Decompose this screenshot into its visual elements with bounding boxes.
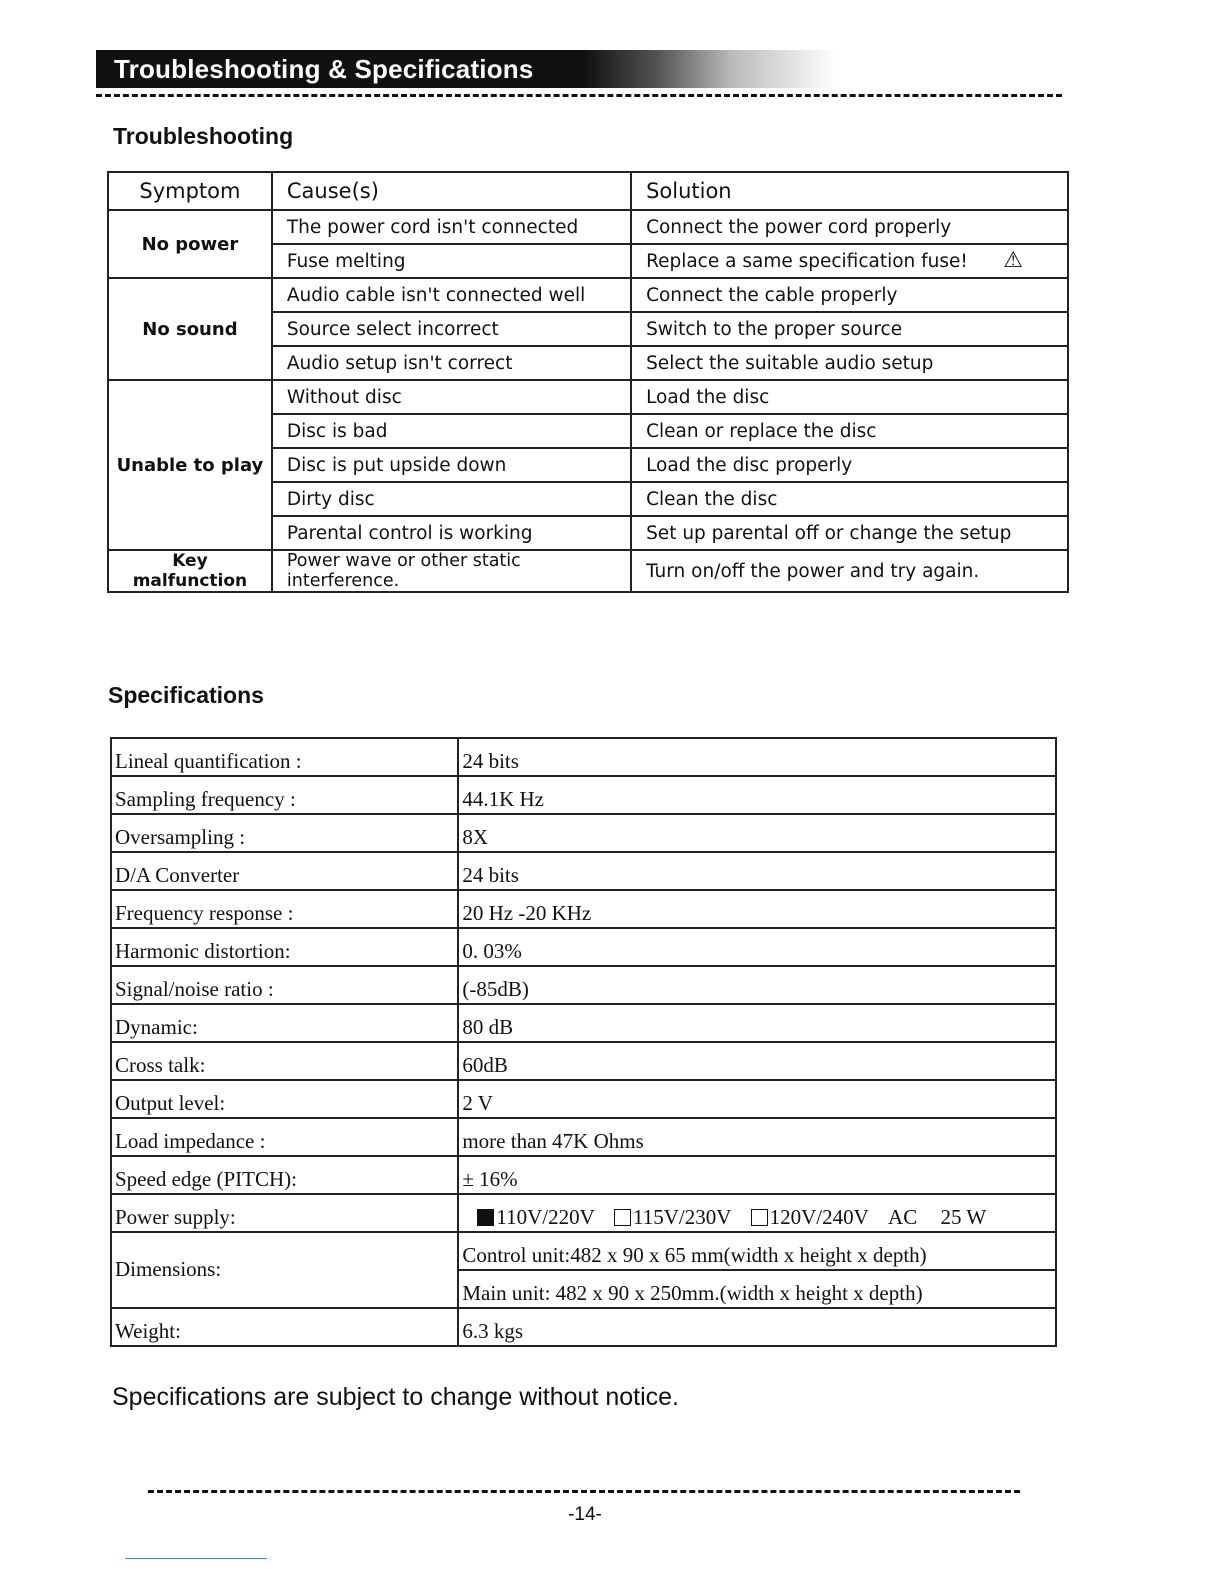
spec-row bbox=[111, 776, 1056, 814]
spec-value: 8X bbox=[458, 814, 1056, 852]
spec-row bbox=[111, 966, 1056, 1004]
solution-cell: Load the disc properly bbox=[631, 448, 1068, 482]
checkbox-checked-icon bbox=[477, 1209, 494, 1226]
spec-row bbox=[111, 1004, 1056, 1042]
specifications-table bbox=[110, 737, 1057, 1347]
solution-cell: Set up parental off or change the setup bbox=[631, 516, 1068, 550]
warning-triangle-icon: ⚠ bbox=[1003, 247, 1023, 273]
power-option: 120V/240V bbox=[751, 1205, 869, 1231]
notice-text: Specifications are subject to change without notice. bbox=[112, 1383, 680, 1411]
power-option: 110V/220V bbox=[477, 1205, 594, 1231]
spec-row bbox=[111, 814, 1056, 852]
cause-cell: Source select incorrect bbox=[272, 312, 631, 346]
specifications-title: Specifications bbox=[108, 682, 264, 708]
spec-value: 24 bits bbox=[458, 852, 1056, 890]
solution-cell: Turn on/off the power and try again. bbox=[631, 550, 1068, 592]
column-header-causes: Cause(s) bbox=[272, 172, 631, 210]
spec-label: Speed edge (PITCH): bbox=[111, 1156, 458, 1194]
solution-cell: Select the suitable audio setup bbox=[631, 346, 1068, 380]
footer-divider bbox=[148, 1490, 1020, 1493]
header-banner bbox=[96, 50, 836, 88]
power-watt: 25 W bbox=[940, 1205, 987, 1229]
spec-label: Signal/noise ratio : bbox=[111, 966, 458, 1004]
spec-row bbox=[111, 890, 1056, 928]
spec-row bbox=[111, 1232, 1056, 1270]
header-divider bbox=[96, 94, 1062, 97]
spec-row bbox=[111, 852, 1056, 890]
solution-cell: Load the disc bbox=[631, 380, 1068, 414]
spec-row bbox=[111, 1156, 1056, 1194]
table-row bbox=[108, 278, 1068, 312]
table-row bbox=[108, 210, 1068, 244]
spec-row bbox=[111, 1080, 1056, 1118]
spec-label: Load impedance : bbox=[111, 1118, 458, 1156]
spec-label: Weight: bbox=[111, 1308, 458, 1346]
cause-cell: The power cord isn't connected bbox=[272, 210, 631, 244]
cause-cell: Audio cable isn't connected well bbox=[272, 278, 631, 312]
page-number: -14- bbox=[568, 1504, 602, 1525]
checkbox-empty-icon bbox=[614, 1209, 631, 1226]
spec-label: Dimensions: bbox=[111, 1232, 458, 1308]
spec-row bbox=[111, 1194, 1056, 1232]
column-header-solution: Solution bbox=[631, 172, 1068, 210]
solution-text: Replace a same specification fuse! bbox=[646, 250, 968, 272]
spec-value: 2 V bbox=[458, 1080, 1056, 1118]
spec-row bbox=[111, 1118, 1056, 1156]
spec-value: 20 Hz -20 KHz bbox=[458, 890, 1056, 928]
column-header-symptom: Symptom bbox=[108, 172, 272, 210]
spec-value: Control unit:482 x 90 x 65 mm(width x height x depth) bbox=[458, 1232, 1056, 1270]
solution-cell: Connect the cable properly bbox=[631, 278, 1068, 312]
spec-label: D/A Converter bbox=[111, 852, 458, 890]
spec-label: Lineal quantification : bbox=[111, 738, 458, 776]
spec-row bbox=[111, 1042, 1056, 1080]
symptom-cell: Unable to play bbox=[108, 380, 272, 550]
spec-label: Harmonic distortion: bbox=[111, 928, 458, 966]
symptom-cell: No sound bbox=[108, 278, 272, 380]
table-header-row bbox=[108, 172, 1068, 210]
spec-label: Frequency response : bbox=[111, 890, 458, 928]
spec-value: 6.3 kgs bbox=[458, 1308, 1056, 1346]
spec-value: 0. 03% bbox=[458, 928, 1056, 966]
spec-value: ± 16% bbox=[458, 1156, 1056, 1194]
spec-value: (-85dB) bbox=[458, 966, 1056, 1004]
spec-label: Output level: bbox=[111, 1080, 458, 1118]
solution-cell bbox=[631, 244, 1068, 278]
symptom-cell: Key malfunction bbox=[108, 550, 272, 592]
spec-value: 44.1K Hz bbox=[458, 776, 1056, 814]
cause-cell: Disc is bad bbox=[272, 414, 631, 448]
solution-cell: Switch to the proper source bbox=[631, 312, 1068, 346]
spec-label: Cross talk: bbox=[111, 1042, 458, 1080]
spec-value: Main unit: 482 x 90 x 250mm.(width x height x depth) bbox=[458, 1270, 1056, 1308]
cause-cell: Dirty disc bbox=[272, 482, 631, 516]
spec-label: Oversampling : bbox=[111, 814, 458, 852]
symptom-cell: No power bbox=[108, 210, 272, 278]
solution-cell: Clean or replace the disc bbox=[631, 414, 1068, 448]
table-row bbox=[108, 550, 1068, 592]
spec-row bbox=[111, 738, 1056, 776]
cause-cell: Fuse melting bbox=[272, 244, 631, 278]
table-row bbox=[108, 380, 1068, 414]
power-option: 115V/230V bbox=[614, 1205, 731, 1231]
spec-label: Sampling frequency : bbox=[111, 776, 458, 814]
troubleshooting-title: Troubleshooting bbox=[113, 123, 294, 149]
spec-label: Dynamic: bbox=[111, 1004, 458, 1042]
cause-cell: Power wave or other static interference. bbox=[272, 550, 631, 592]
cause-cell: Audio setup isn't correct bbox=[272, 346, 631, 380]
power-ac: AC bbox=[888, 1205, 918, 1229]
spec-value: 80 dB bbox=[458, 1004, 1056, 1042]
cause-cell: Parental control is working bbox=[272, 516, 631, 550]
spec-value: 60dB bbox=[458, 1042, 1056, 1080]
cause-cell: Disc is put upside down bbox=[272, 448, 631, 482]
troubleshooting-table bbox=[107, 171, 1069, 593]
spec-label: Power supply: bbox=[111, 1194, 458, 1232]
page-title: Troubleshooting & Specifications bbox=[114, 54, 534, 84]
spec-value: 24 bits bbox=[458, 738, 1056, 776]
checkbox-empty-icon bbox=[751, 1209, 768, 1226]
spec-row bbox=[111, 928, 1056, 966]
solution-cell: Connect the power cord properly bbox=[631, 210, 1068, 244]
power-supply-value bbox=[458, 1194, 1056, 1232]
spec-value: more than 47K Ohms bbox=[458, 1118, 1056, 1156]
solution-cell: Clean the disc bbox=[631, 482, 1068, 516]
cause-cell: Without disc bbox=[272, 380, 631, 414]
spec-row bbox=[111, 1308, 1056, 1346]
footer-blue-line bbox=[125, 1558, 267, 1559]
